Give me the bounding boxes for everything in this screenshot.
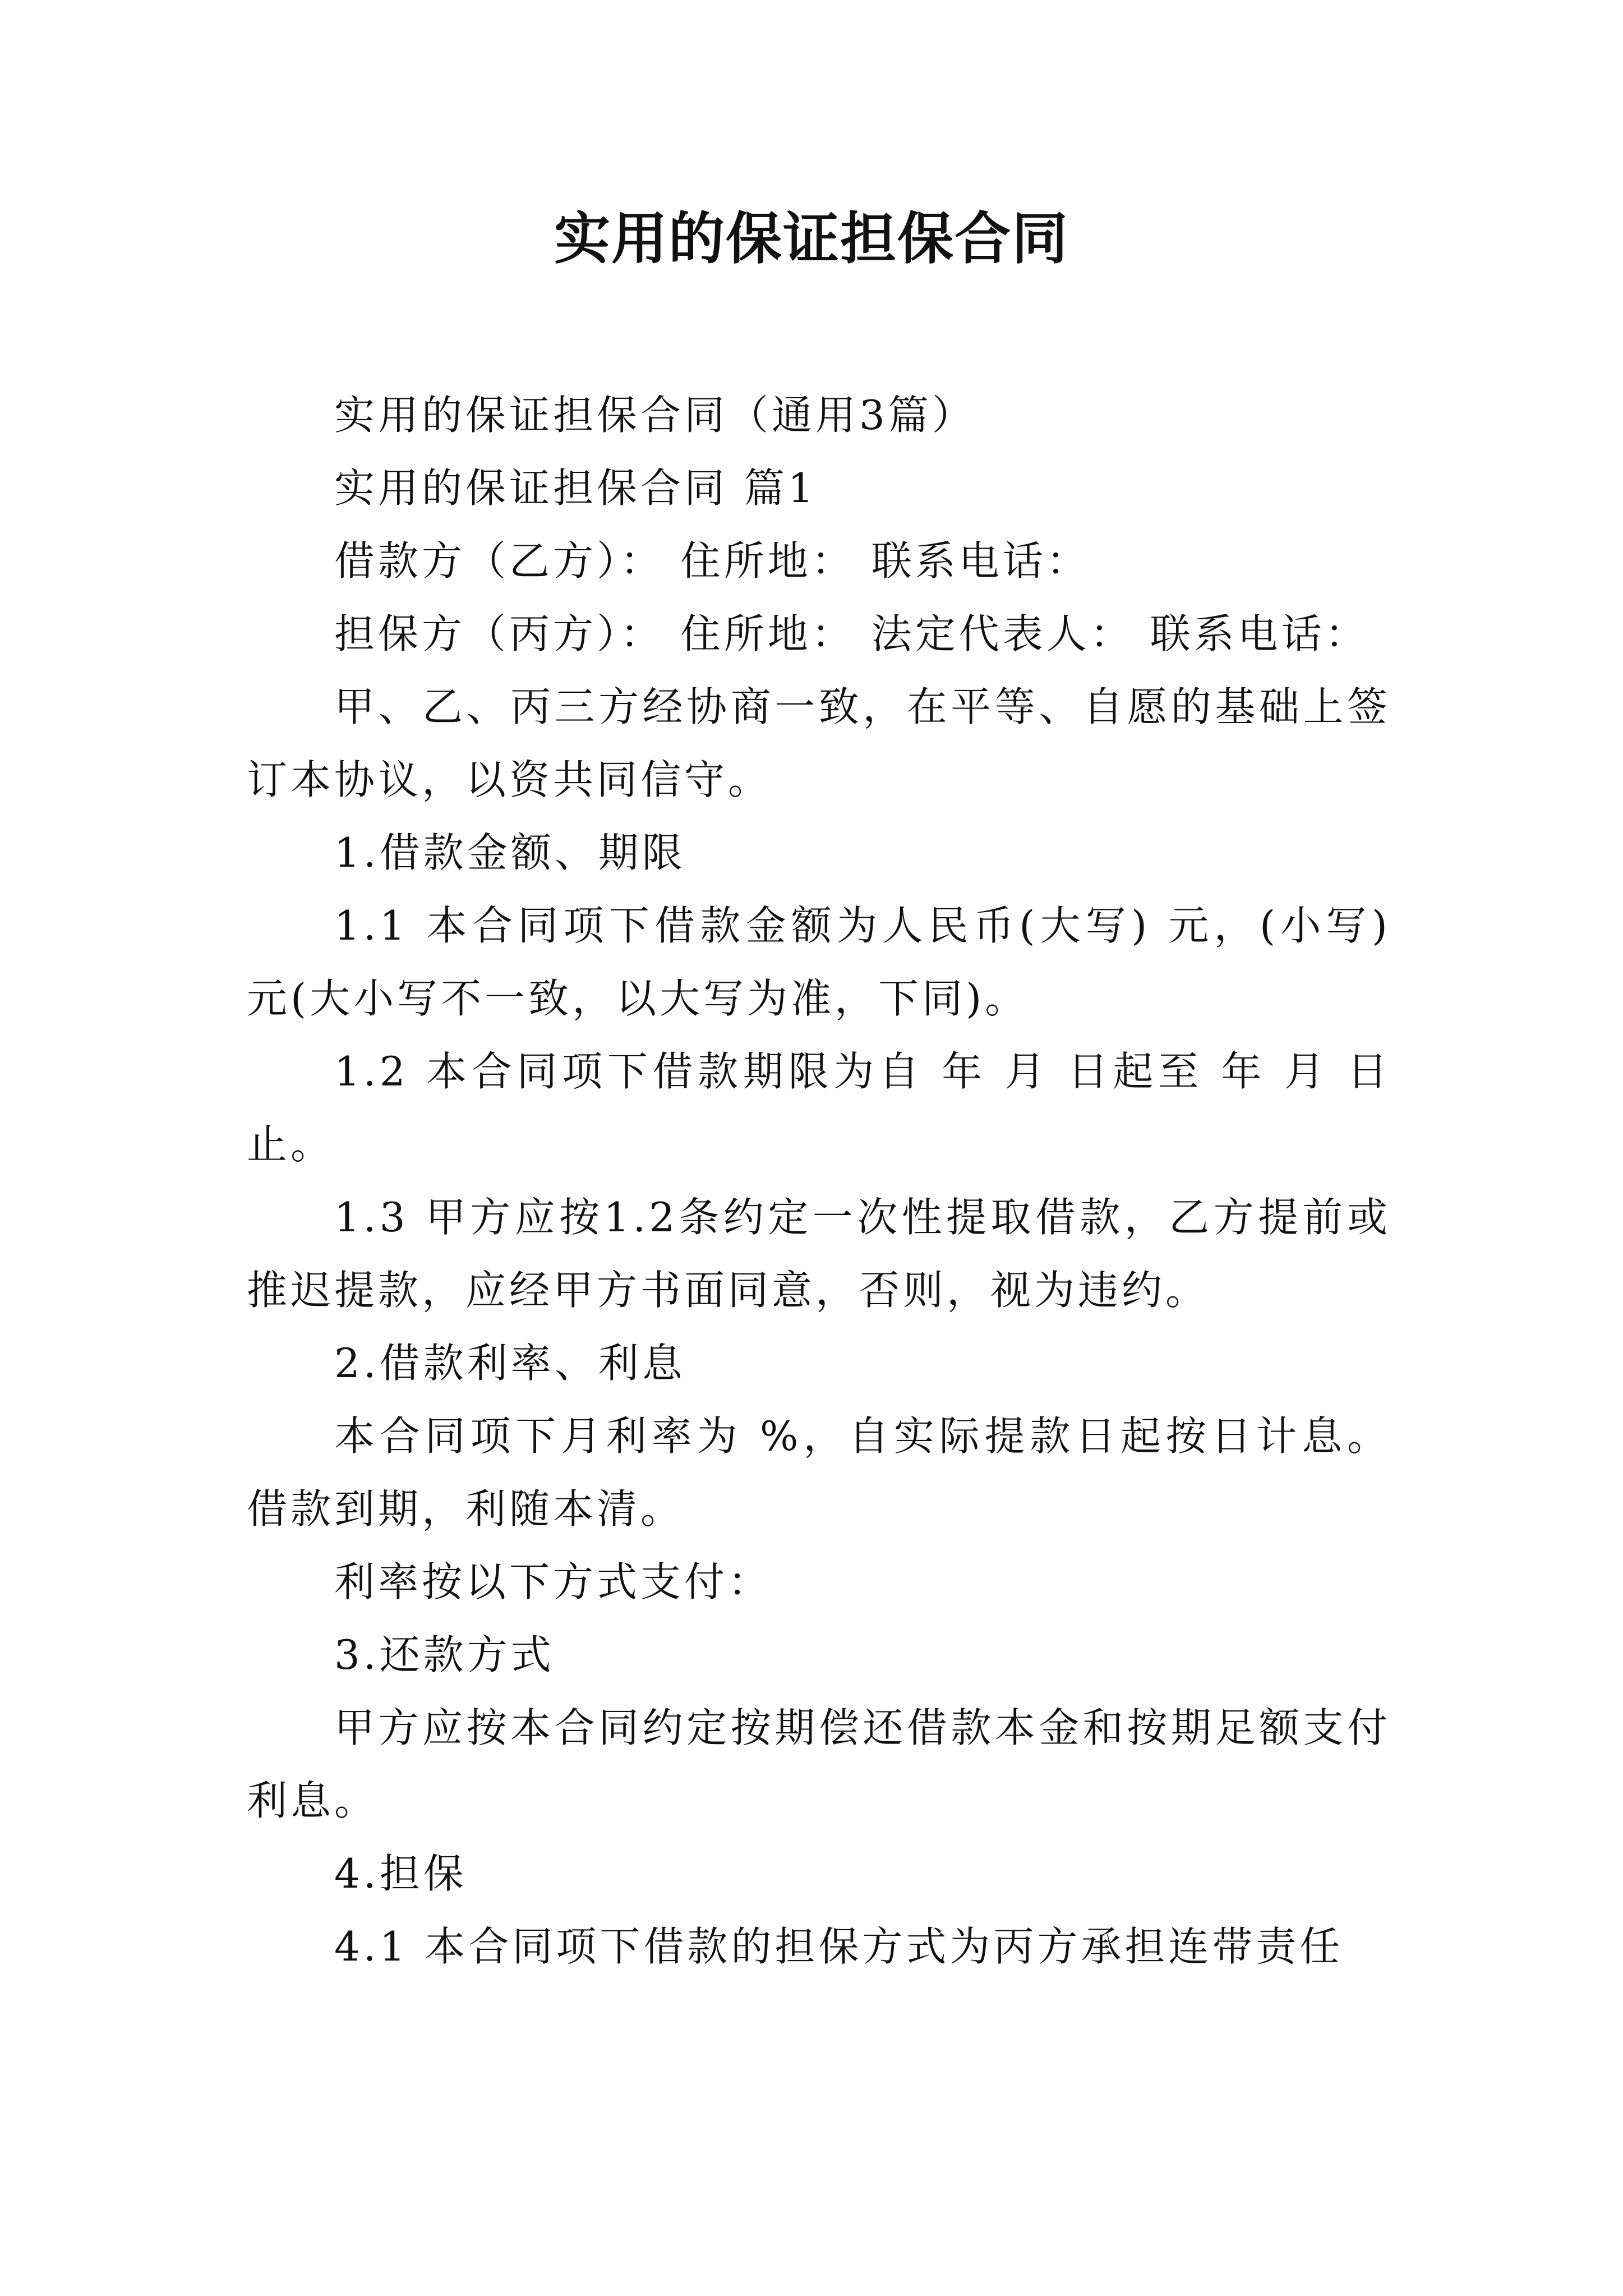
clause-heading: 4.担保 bbox=[334, 1850, 467, 1897]
clause-heading: 1.借款金额、期限 bbox=[334, 829, 686, 876]
clause-paragraph: 利率按以下方式支付： bbox=[334, 1558, 772, 1605]
section-heading: 实用的保证担保合同 篇1 bbox=[334, 464, 817, 512]
clause-heading: 2.借款利率、利息 bbox=[334, 1340, 686, 1387]
document-title: 实用的保证担保合同 bbox=[554, 205, 1069, 272]
agreement-paragraph: 甲、乙、丙三方经协商一致，在平等、自愿的基础上签订本协议，以资共同信守。 bbox=[247, 683, 1391, 803]
clause-paragraph: 本合同项下月利率为 %，自实际提款日起按日计息。借款到期，利随本清。 bbox=[247, 1412, 1391, 1533]
document-body bbox=[247, 379, 1391, 1983]
guarantor-line: 担保方（丙方）： 住所地： 法定代表人： 联系电话： bbox=[334, 610, 1369, 657]
clause-paragraph: 1.2 本合同项下借款期限为自 年 月 日起至 年 月 日止。 bbox=[247, 1048, 1391, 1168]
subtitle-paragraph: 实用的保证担保合同（通用3篇） bbox=[334, 392, 976, 439]
clause-paragraph: 甲方应按本合同约定按期偿还借款本金和按期足额支付利息。 bbox=[247, 1704, 1391, 1824]
clause-paragraph: 4.1 本合同项下借款的担保方式为丙方承担连带责任 bbox=[334, 1923, 1344, 1970]
clause-paragraph: 1.3 甲方应按1.2条约定一次性提取借款，乙方提前或推迟提款，应经甲方书面同意，否则，视为违约。 bbox=[247, 1194, 1391, 1314]
clause-paragraph: 1.1 本合同项下借款金额为人民币(大写) 元，(小写) 元(大小写不一致，以大写为准，下同)。 bbox=[247, 902, 1391, 1022]
clause-heading: 3.还款方式 bbox=[334, 1631, 555, 1678]
borrower-line: 借款方（乙方）： 住所地： 联系电话： bbox=[334, 537, 1090, 585]
